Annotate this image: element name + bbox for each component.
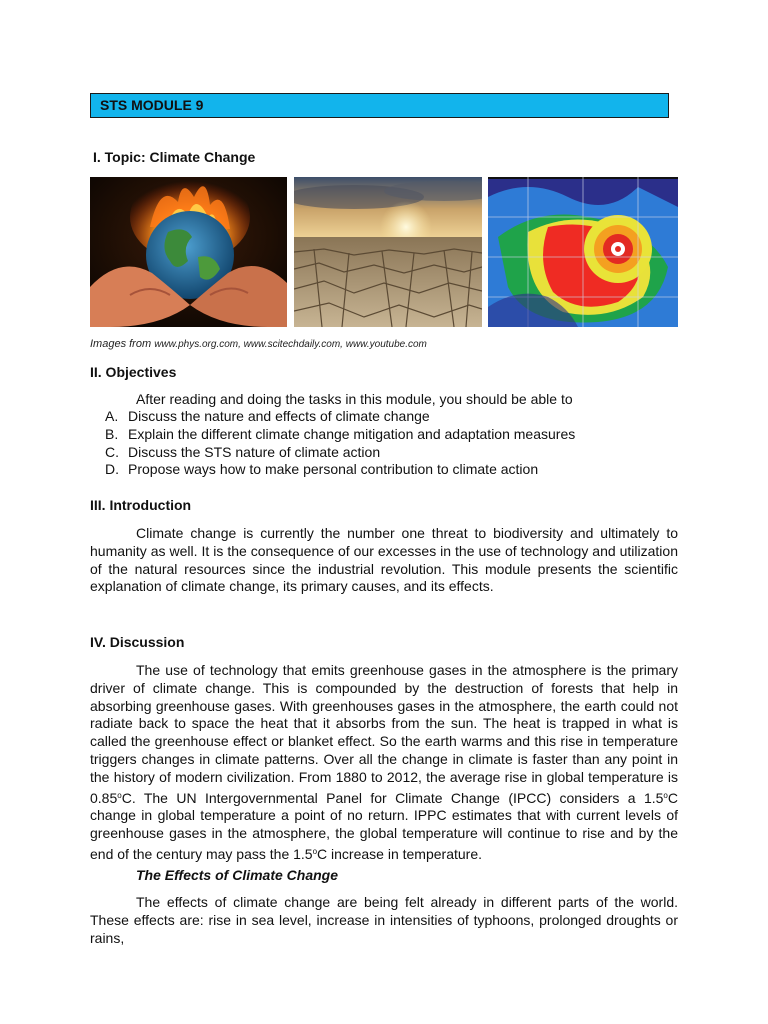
list-item: A. Discuss the nature and effects of climate change (105, 408, 430, 424)
list-item: B. Explain the different climate change mitigation and adaptation measures (105, 425, 576, 442)
image-caption-sources: www.phys.org.com, www.scitechdaily.com, www.youtube.com (154, 339, 427, 350)
module-title: STS MODULE 9 (100, 97, 204, 113)
list-item: D. Propose ways how to make personal contribution to climate action (105, 461, 539, 478)
effects-heading: The Effects of Climate Change (136, 867, 339, 883)
burning-earth-in-hands-image (90, 177, 287, 327)
discussion-heading: IV. Discussion (90, 634, 185, 650)
image-caption-prefix: Images from (90, 338, 152, 350)
discussion-paragraph: The use of technology that emits greenhouse gases in the atmosphere is the primary driver of climate change. This is compounded by the destruction of forests that help in absorbing greenhouse gases. With greenhouses gases in the atmosphere, the earth could not radiate back to space the heat that it absorbs from the sun. The heat is trapped in what is called the greenhouse effect or blanket effect. So the earth warms and this rise in temperature triggers changes in climate patterns. Over all the change in climate is faster than any point in the history of modern civilization. From 1880 to 2012, the average rise in global temperature is 0.85$^o$C. The UN Intergovernmental Panel for Climate Change (IPCC) considers a 1.5$^o$C change in global temperature a point of no return. IPPC estimates that with current levels of greenhouse gases in the atmosphere, the global temperature will continue to rise and by the end of the century may pass the 1.5$^o$C increase in temperature. (90, 662, 678, 862)
cracked-drought-land-image (294, 177, 482, 327)
list-item: C. Discuss the STS nature of climate action (105, 443, 381, 460)
topic-value: Climate Change (149, 149, 256, 165)
introduction-paragraph: Climate change is currently the number one threat to biodiversity and ultimately to humanity as well. It is the consequence of our excesses in the use of technology and utilization of the natural resources since the industrial revolution. This module presents the scientific explanation of climate change, its primary causes, and its effects. (90, 525, 678, 595)
image-caption (90, 338, 427, 350)
typhoon-satellite-image (488, 177, 678, 327)
module-title-bar (90, 93, 669, 118)
objectives-heading: II. Objectives (90, 364, 177, 380)
objectives-intro: After reading and doing the tasks in this module, you should be able to (136, 391, 573, 407)
introduction-heading: III. Introduction (90, 497, 192, 513)
topic-heading (93, 149, 255, 165)
topic-label: I. Topic: (93, 149, 146, 165)
effects-paragraph: The effects of climate change are being felt already in different parts of the world. These effects are: rise in sea level, increase in intensities of typhoons, prolonged droughts or rains, (90, 894, 678, 946)
objectives-list (105, 408, 575, 479)
